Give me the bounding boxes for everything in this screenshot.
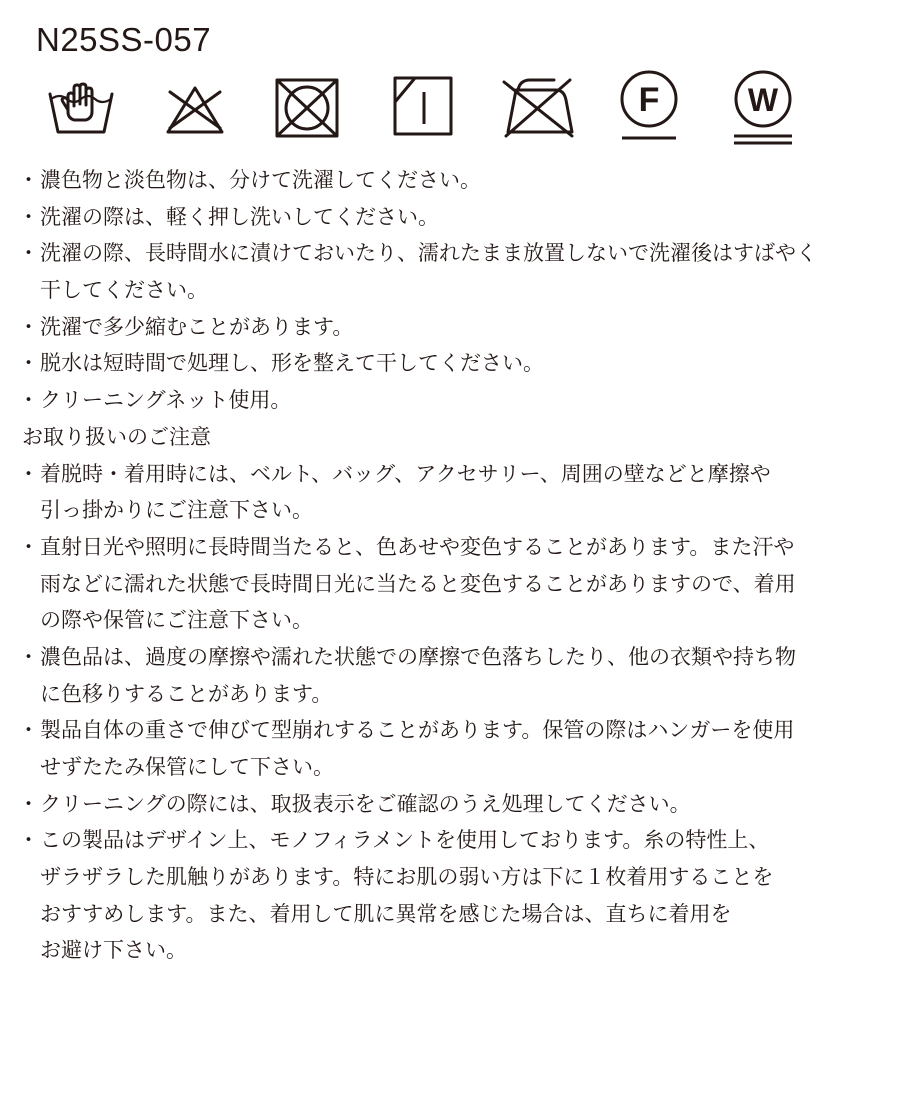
bullet: ・: [18, 168, 39, 192]
handling-note-text: せずたたみ保管にして下さい。: [40, 755, 334, 779]
handling-note-line: [18, 749, 908, 786]
bullet: ・: [18, 534, 39, 559]
handling-note-line: [18, 639, 908, 676]
care-instruction-text: 脱水は短時間で処理し、形を整えて干してください。: [40, 351, 544, 376]
care-instruction-line: [18, 235, 908, 272]
bullet: ・: [18, 314, 39, 339]
no-tumble-dry-icon: [272, 66, 342, 152]
bullet: ・: [18, 791, 39, 816]
bullet: ・: [18, 351, 39, 376]
bullet: ・: [18, 828, 39, 853]
care-instruction-line: [18, 382, 908, 419]
handling-note-text: クリーニングの際には、取扱表示をご確認のうえ処理してください。: [40, 791, 691, 816]
handling-note-line: [18, 786, 908, 823]
handling-note-line: [18, 932, 908, 969]
care-instruction-line: [18, 162, 908, 199]
care-instruction-line: [18, 199, 908, 236]
handling-heading-line: [18, 419, 908, 456]
care-instruction-text: 干してください。: [40, 278, 208, 303]
bullet: ・: [18, 388, 39, 413]
bullet: ・: [18, 241, 39, 266]
no-iron-icon: [498, 66, 576, 152]
handling-note-text: ザラザラした肌触りがあります。特にお肌の弱い方は下に１枚着用することを: [40, 865, 774, 890]
handling-note-line: [18, 566, 908, 603]
handling-heading: お取り扱いのご注意: [22, 424, 211, 449]
handling-note-line: [18, 859, 908, 896]
svg-text:F: F: [638, 81, 660, 119]
handling-note-text: 濃色品は、過度の摩擦や濡れた状態での摩擦で色落ちしたり、他の衣類や持ち物: [40, 644, 796, 669]
handling-note-text: 着脱時・着用時には、ベルト、バッグ、アクセサリー、周囲の壁などと摩擦や: [40, 461, 771, 486]
care-instruction-line: [18, 272, 908, 309]
handling-note-line: [18, 529, 908, 566]
care-text: [18, 162, 908, 969]
handling-note-line: [18, 602, 908, 639]
handling-note-text: お避け下さい。: [40, 938, 187, 963]
care-instruction-text: 洗濯で多少縮むことがあります。: [40, 314, 354, 339]
handling-note-text: の際や保管にご注意下さい。: [40, 608, 313, 633]
care-instruction-text: 洗濯の際、長時間水に漬けておいたり、濡れたまま放置しないで洗濯後はすばやく: [40, 241, 817, 266]
handling-note-line: [18, 822, 908, 859]
handling-note-line: [18, 456, 908, 493]
handling-note-text: に色移りすることがあります。: [40, 681, 333, 706]
bullet: ・: [18, 644, 39, 669]
care-instruction-text: 濃色物と淡色物は、分けて洗濯してください。: [40, 168, 481, 192]
care-instruction-text: クリーニングネット使用。: [40, 388, 292, 413]
dry-clean-f-icon: [614, 66, 684, 152]
hand-wash-icon: [46, 66, 116, 152]
handling-note-text: 製品自体の重さで伸びて型崩れすることがあります。保管の際はハンガーを使用: [40, 718, 795, 743]
care-label-icons: [0, 66, 920, 152]
bullet: ・: [18, 718, 39, 743]
handling-note-text: 直射日光や照明に長時間当たると、色あせや変色することがあります。また汗や: [40, 534, 795, 559]
handling-note-text: 引っ掛かりにご注意下さい。: [40, 498, 313, 523]
care-instruction-text: 洗濯の際は、軽く押し洗いしてください。: [40, 204, 439, 229]
svg-text:W: W: [747, 82, 779, 118]
handling-note-text: 雨などに濡れた状態で長時間日光に当たると変色することがありますので、着用: [40, 571, 796, 596]
handling-note-line: [18, 492, 908, 529]
handling-note-text: この製品はデザイン上、モノフィラメントを使用しております。糸の特性上、: [40, 828, 770, 853]
handling-note-text: おすすめします。また、着用して肌に異常を感じた場合は、直ちに着用を: [40, 901, 732, 926]
handling-note-line: [18, 676, 908, 713]
line-dry-shade-icon: [390, 66, 456, 152]
bullet: ・: [18, 461, 39, 486]
handling-note-line: [18, 896, 908, 933]
handling-note-line: [18, 712, 908, 749]
bullet: ・: [18, 204, 39, 229]
care-instruction-line: [18, 309, 908, 346]
no-bleach-icon: [160, 66, 230, 152]
product-code: N25SS-057: [36, 21, 212, 58]
wet-clean-w-icon: [728, 66, 798, 152]
care-instruction-line: [18, 345, 908, 382]
